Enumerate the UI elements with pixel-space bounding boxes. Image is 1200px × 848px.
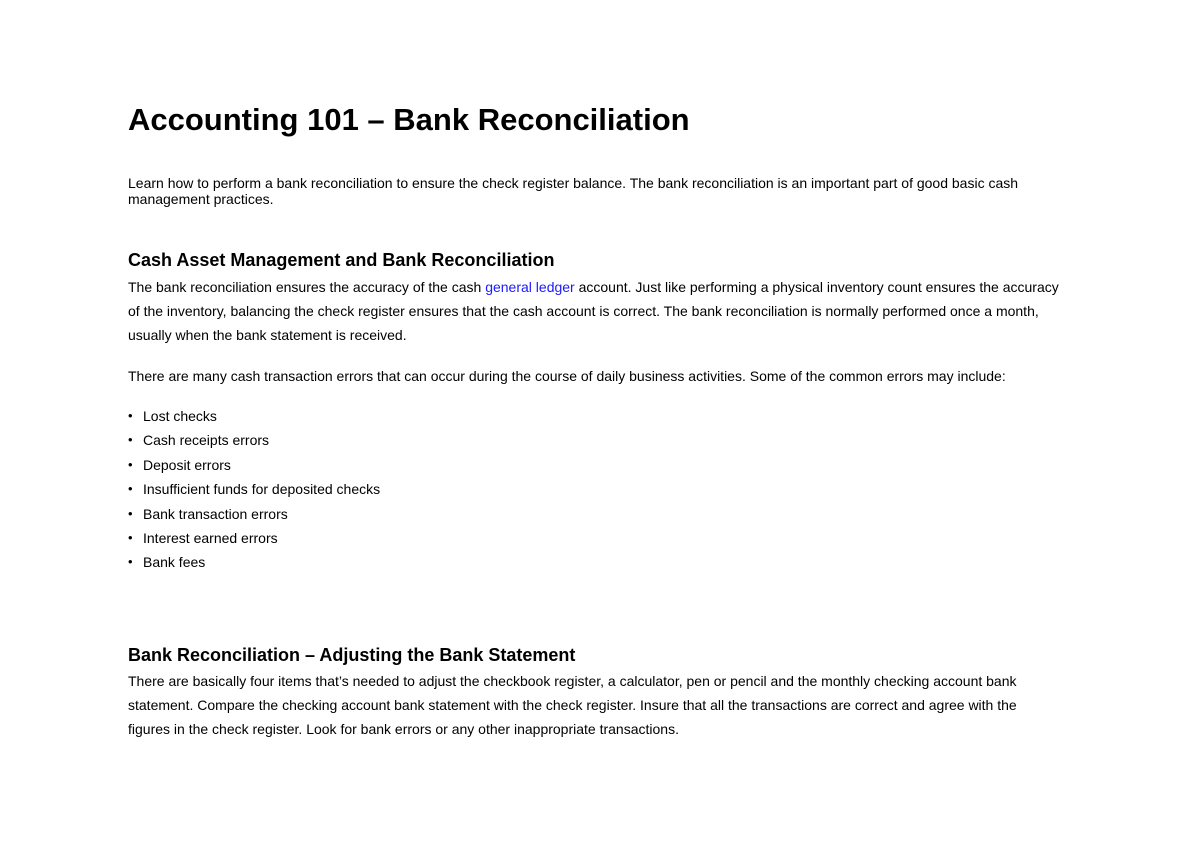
list-item [128,404,380,428]
list-item [128,550,380,574]
paragraph-text: The bank reconciliation ensures the accuracy of the cash [128,279,486,295]
bullet-icon: • [128,408,133,423]
list-item-text: Lost checks [143,408,217,424]
list-item [128,502,380,526]
bullet-icon: • [128,530,133,546]
list-item-text: Deposit errors [143,456,231,473]
list-item-text: Bank fees [143,554,206,571]
section-heading-cash-asset-management: Cash Asset Management and Bank Reconciliation [128,250,555,270]
bullet-icon: • [128,554,133,570]
intro-paragraph: Learn how to perform a bank reconciliation to ensure the check register balance. The bank reconciliation is an important part of good basic cash management practices. [128,175,1019,207]
list-item [128,453,380,477]
section-heading-adjusting-bank-statement: Bank Reconciliation – Adjusting the Bank Statement [128,645,576,665]
common-errors-list [128,404,380,575]
bullet-icon: • [128,481,133,497]
bullet-icon: • [128,456,133,472]
bullet-icon: • [128,505,133,521]
list-item-text: Bank transaction errors [143,505,288,522]
section2-paragraph: There are basically four items that’s needed to adjust the checkbook register, a calculator, pen or pencil and the monthly checking account bank statement. Compare the checking account bank statement with the check register. Insure that all the transactions are correct and agree with the figures in the check register. Look for bank errors or any other inappropriate transactions. [128,673,1017,737]
list-item-text: Insufficient funds for deposited checks [143,481,381,498]
general-ledger-link[interactable]: general ledger [485,279,575,295]
list-item-text: Interest earned errors [143,530,278,547]
section1-paragraph-2: There are many cash transaction errors that can occur during the course of daily business activities. Some of the common errors may include: [128,368,1006,384]
page-title: Accounting 101 – Bank Reconciliation [128,102,690,137]
list-item-text: Cash receipts errors [143,432,270,449]
list-item [128,477,380,501]
section1-paragraph-1 [128,275,1073,347]
list-item [128,526,380,550]
paragraph-text: account. Just like performing a physical inventory count ensures the accuracy of the inventory, balancing the check register ensures that the cash account is correct. The bank reconciliation is normally performed once a month, usually when the bank statement is received. [128,279,1059,343]
bullet-icon: • [128,432,133,448]
list-item [128,428,380,452]
